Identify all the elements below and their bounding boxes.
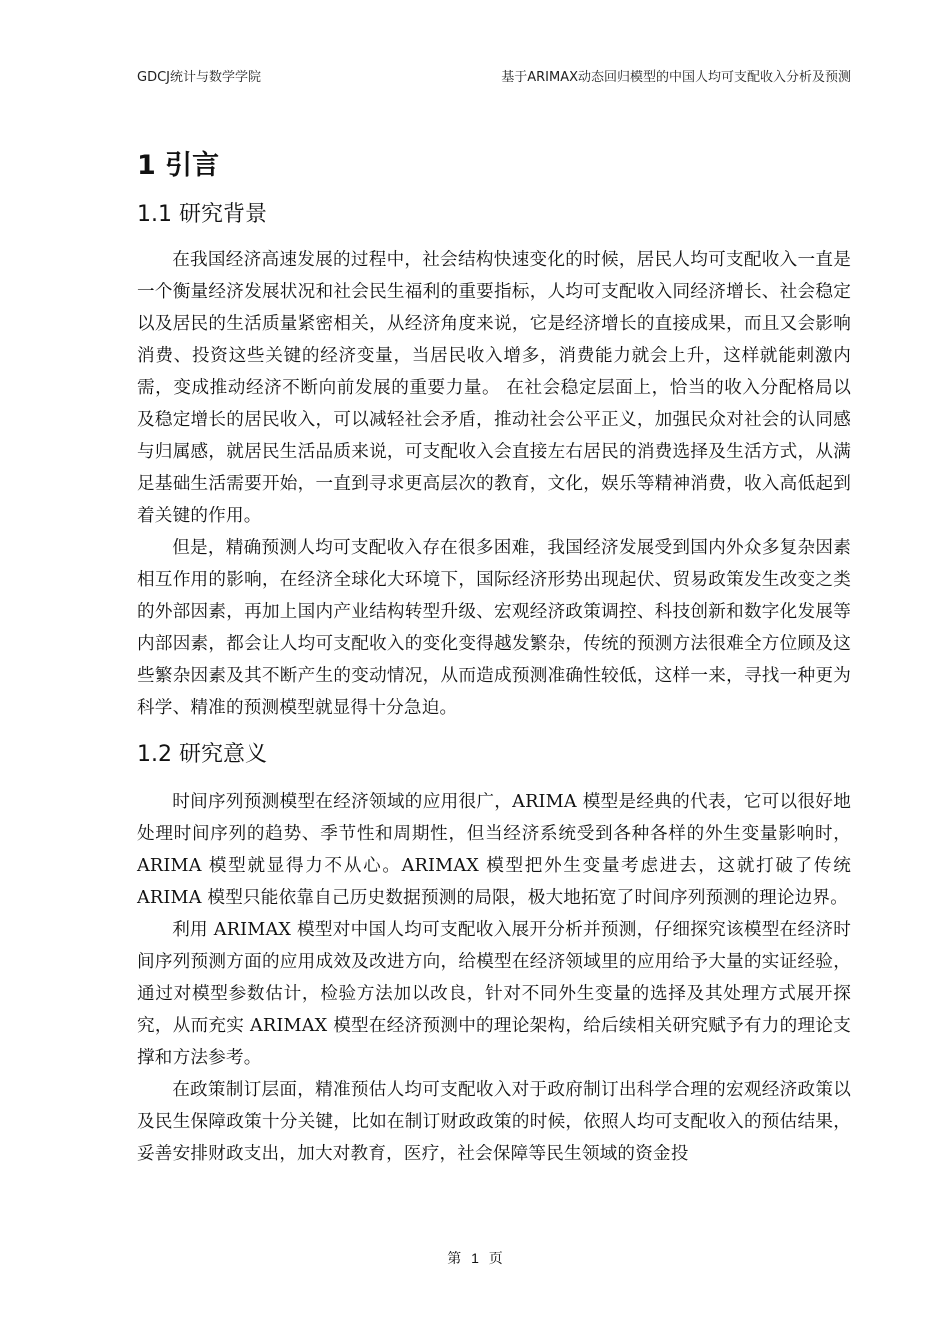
header-institution: GDCJ统计与数学学院 <box>137 70 261 85</box>
paragraph: 但是，精确预测人均可支配收入存在很多困难，我国经济发展受到国内外众多复杂因素相互作用的影响，在经济全球化大环境下，国际经济形势出现起伏、贸易政策发生改变之类的外部因素，再加上国内产业结构转型升级、宏观经济政策调控、科技创新和数字化发展等内部因素，都会让人均可支配收入的变化变得越发繁杂，传统的预测方法很难全方位顾及这些繁杂因素及其不断产生的变动情况，从而造成预测准确性较低，这样一来，寻找一种更为科学、精准的预测模型就显得十分急迫。 <box>137 538 851 718</box>
paragraph: 时间序列预测模型在经济领域的应用很广，ARIMA 模型是经典的代表，它可以很好地处理时间序列的趋势、季节性和周期性，但当经济系统受到各种各样的外生变量影响时，ARIMA 模型就显得力不从心。ARIMAX 模型把外生变量考虑进去，这就打破了传统 ARIMA 模型只能依靠自己历史数据预测的局限，极大地拓宽了时间序列预测的理论边界。 <box>137 792 851 908</box>
page-number: 1 <box>471 1250 479 1266</box>
section-title-significance: 1.2 研究意义 <box>137 742 267 767</box>
header-thesis-title: 基于ARIMAX动态回归模型的中国人均可支配收入分析及预测 <box>501 70 851 85</box>
page-number-prefix: 第 <box>447 1250 462 1266</box>
paragraph: 利用 ARIMAX 模型对中国人均可支配收入展开分析并预测，仔细探究该模型在经济时间序列预测方面的应用成效及改进方向，给模型在经济领域里的应用给予大量的实证经验，通过对模型参数估计，检验方法加以改良，针对不同外生变量的选择及其处理方式展开探究，从而充实 ARIMAX 模型在经济预测中的理论架构，给后续相关研究赋予有力的理论支撑和方法参考。 <box>137 920 851 1068</box>
paragraph: 在我国经济高速发展的过程中，社会结构快速变化的时候，居民人均可支配收入一直是一个衡量经济发展状况和社会民生福利的重要指标，人均可支配收入同经济增长、社会稳定以及居民的生活质量紧密相关，从经济角度来说，它是经济增长的直接成果，而且又会影响消费、投资这些关键的经济变量，当居民收入增多，消费能力就会上升，这样就能刺激内需，变成推动经济不断向前发展的重要力量。 在社会稳定层面上，恰当的收入分配格局以及稳定增长的居民收入，可以减轻社会矛盾，推动社会公平正义，加强民众对社会的认同感与归属感，就居民生活品质来说，可支配收入会直接左右居民的消费选择及生活方式，从满足基础生活需要开始，一直到寻求更高层次的教育，文化，娱乐等精神消费，收入高低起到着关键的作用。 <box>137 250 851 526</box>
page-number-suffix: 页 <box>488 1250 503 1266</box>
page-body <box>137 146 851 1170</box>
page-footer <box>0 1248 950 1268</box>
section-title-background: 1.1 研究背景 <box>137 202 267 227</box>
chapter-title: 1 引言 <box>137 150 220 181</box>
paragraph: 在政策制订层面，精准预估人均可支配收入对于政府制订出科学合理的宏观经济政策以及民生保障政策十分关键，比如在制订财政政策的时候，依照人均可支配收入的预估结果，妥善安排财政支出，加大对教育，医疗，社会保障等民生领域的资金投 <box>137 1080 851 1164</box>
page-header <box>137 66 851 88</box>
